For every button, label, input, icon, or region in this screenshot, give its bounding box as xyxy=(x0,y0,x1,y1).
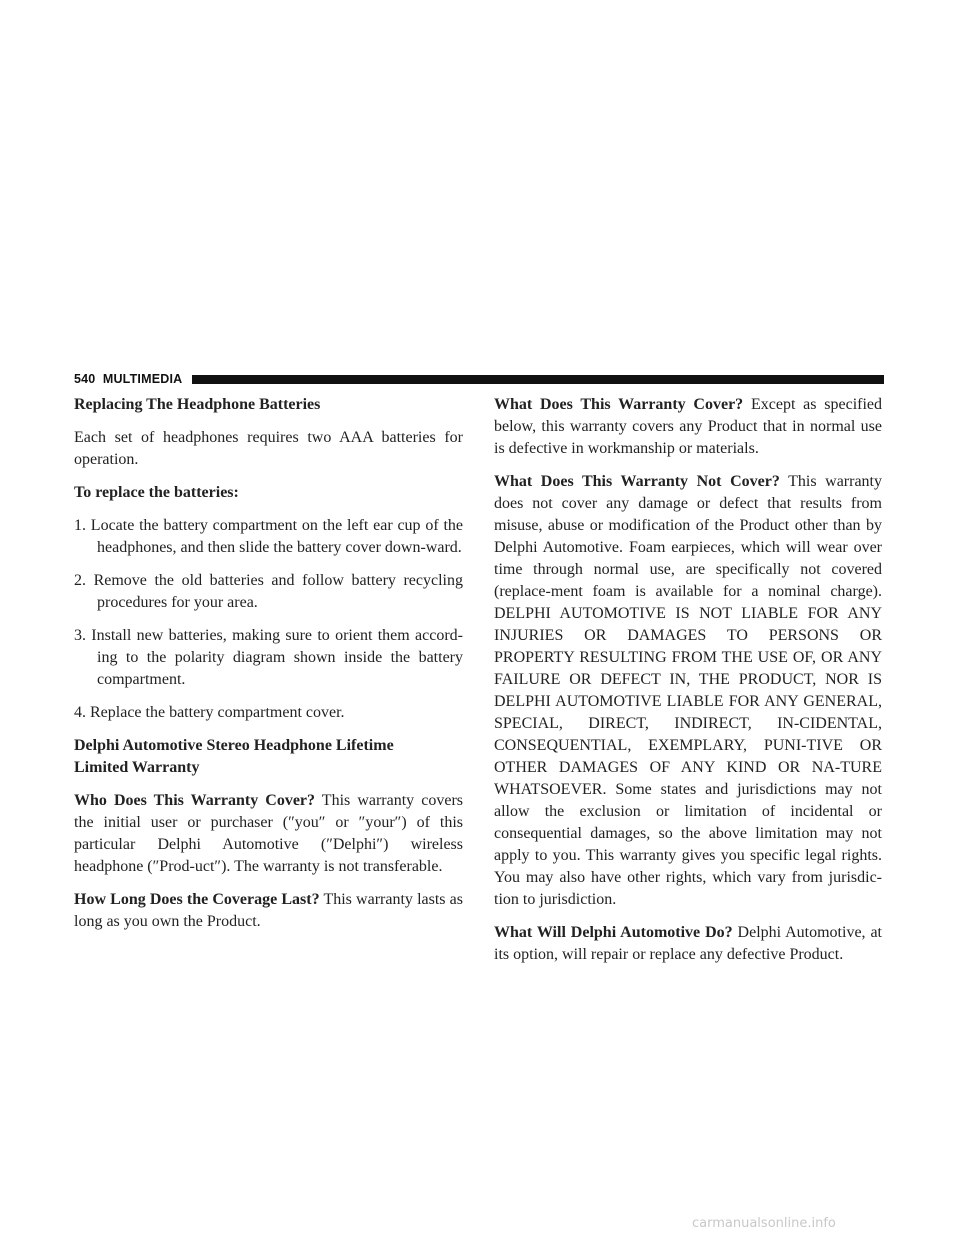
heading-warranty xyxy=(74,735,463,779)
right-column xyxy=(494,394,882,977)
not-covered-paragraph xyxy=(494,471,882,911)
left-column xyxy=(74,394,463,944)
step-item: 3. Install new batteries, making sure to orient them accord-ing to the polarity diagram shown inside the battery compartment. xyxy=(74,627,463,688)
page-header xyxy=(74,372,884,386)
page-number: 540 xyxy=(74,372,96,386)
step-item: 1. Locate the battery compartment on the left ear cup of the headphones, and then slide the battery cover down-ward. xyxy=(74,517,463,556)
heading-warranty-line1: Delphi Automotive Stereo Headphone Lifetime xyxy=(74,737,394,754)
header-rule xyxy=(192,375,884,384)
heading-warranty-line2: Limited Warranty xyxy=(74,759,200,776)
heading-replacing-batteries: Replacing The Headphone Batteries xyxy=(74,396,321,413)
delphi-will-do-question: What Will Delphi Automotive Do? xyxy=(494,924,733,941)
who-covered-answer: This warranty covers the initial user or purchaser (″you″ or ″your″) of this particular Delphi Automotive (″Delphi″) wireless headphone (″Prod-uct″). The warranty is not transferable. xyxy=(74,792,464,875)
step-item: 4. Replace the battery compartment cover. xyxy=(74,704,345,721)
page-header-label xyxy=(74,372,182,386)
delphi-will-do-paragraph xyxy=(494,922,882,966)
coverage-length-answer: This warranty lasts as long as you own the Product. xyxy=(74,891,463,930)
what-covered-paragraph xyxy=(494,394,882,460)
step-item: 2. Remove the old batteries and follow battery recycling procedures for your area. xyxy=(74,572,463,611)
not-covered-answer: This warranty does not cover any damage or defect that results from misuse, abuse or modification of the Product other than by Delphi Automotive. Foam earpieces, which will wear over time through normal use, are specifically not covered (replace-ment foam is available for a nominal charge). DELPHI AUTOMOTIVE IS NOT LIABLE FOR ANY INJURIES OR DAMAGES TO PERSONS OR PROPERTY RESULTING FROM THE USE OF, OR ANY FAILURE OR DEFECT IN, THE PRODUCT, NOR IS DELPHI AUTOMOTIVE LIABLE FOR ANY GENERAL, SPECIAL, DIRECT, INDIRECT, IN-CIDENTAL, CONSEQUENTIAL, EXEMPLARY, PUNI-TIVE OR OTHER DAMAGES OF ANY KIND OR NA-TURE WHATSOEVER. Some states and jurisdictions may not allow the exclusion or limitation of incidental or consequential damages, so the above limitation may not apply to you. This warranty gives you specific legal rights. You may also have other rights, which vary from jurisdic-tion to jurisdiction. xyxy=(494,473,883,908)
who-covered-paragraph xyxy=(74,790,463,878)
watermark-logo: carmanualsonline.info xyxy=(692,1216,836,1231)
not-covered-question: What Does This Warranty Not Cover? xyxy=(494,473,780,490)
coverage-length-paragraph xyxy=(74,889,463,933)
steps-lead: To replace the batteries: xyxy=(74,484,239,501)
intro-paragraph: Each set of headphones requires two AAA batteries for operation. xyxy=(74,429,463,468)
who-covered-question: Who Does This Warranty Cover? xyxy=(74,792,316,809)
section-title: MULTIMEDIA xyxy=(102,372,183,386)
delphi-will-do-answer: Delphi Automotive, at its option, will repair or replace any defective Product. xyxy=(494,924,882,963)
what-covered-answer: Except as specified below, this warranty covers any Product that in normal use is defective in workmanship or materials. xyxy=(494,396,883,457)
coverage-length-question: How Long Does the Coverage Last? xyxy=(74,891,320,908)
what-covered-question: What Does This Warranty Cover? xyxy=(494,396,744,413)
